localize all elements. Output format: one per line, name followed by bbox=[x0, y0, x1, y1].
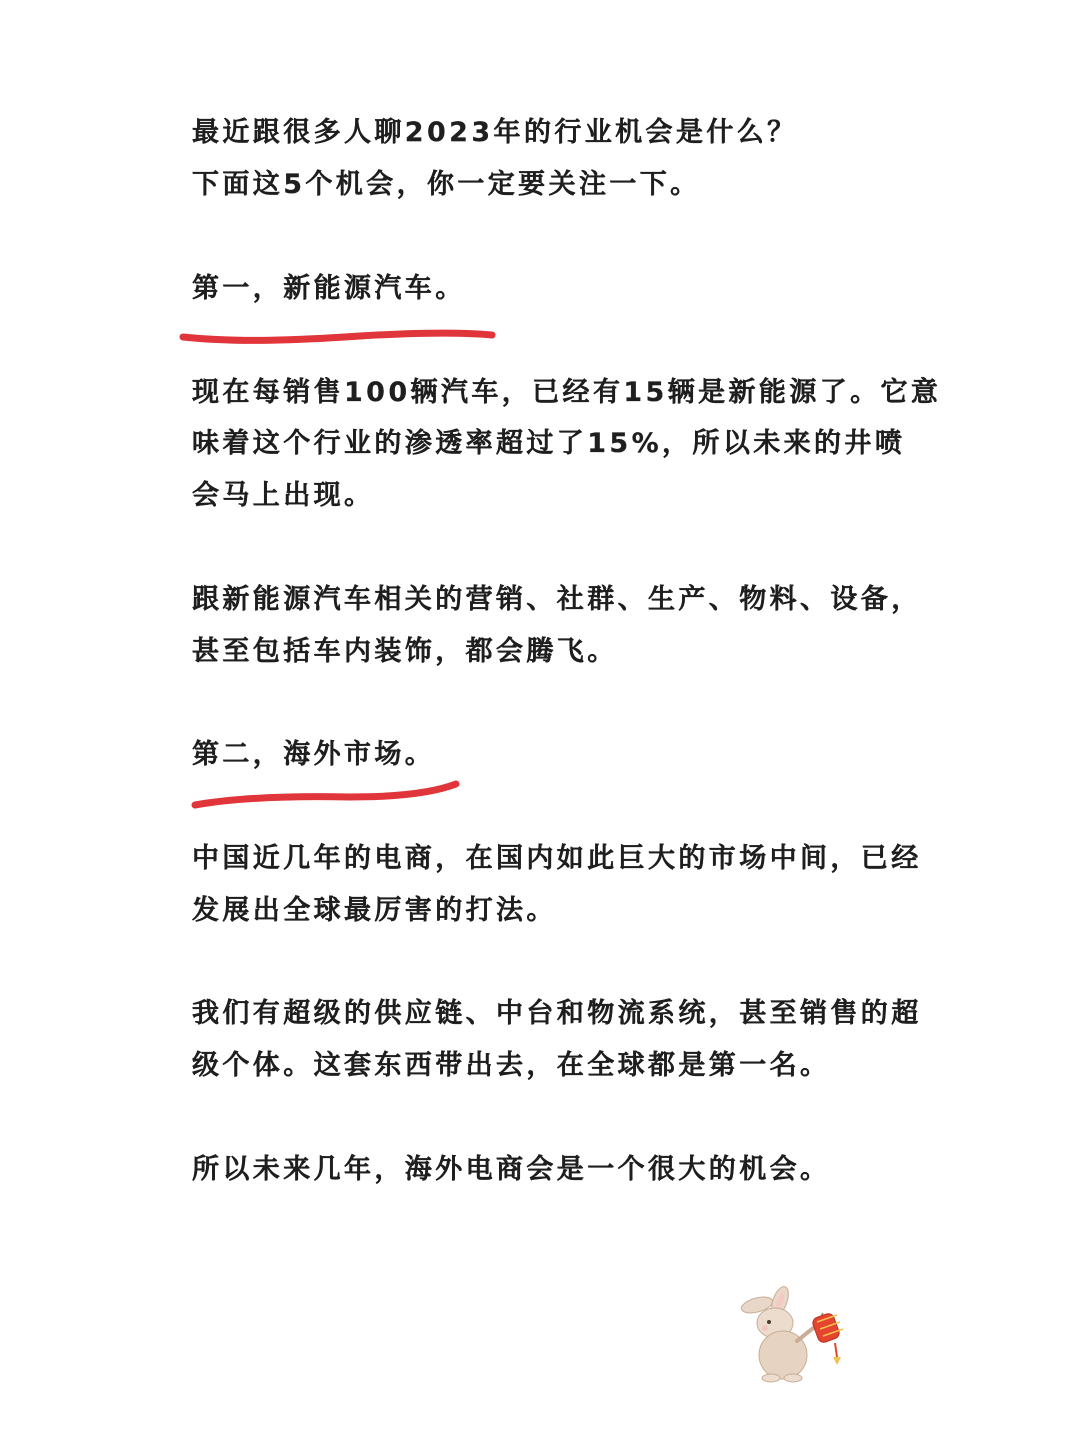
section-2-para-1-line-2: 发展出全球最厉害的打法。 bbox=[192, 895, 557, 926]
rabbit-lantern-icon bbox=[735, 1285, 865, 1385]
section-2-para-3-line-1: 所以未来几年，海外电商会是一个很大的机会。 bbox=[192, 1154, 831, 1185]
section-1-para-2-line-2: 甚至包括车内装饰，都会腾飞。 bbox=[192, 636, 618, 667]
section-1-para-1-line-1: 现在每销售100辆汽车，已经有15辆是新能源了。它意 bbox=[192, 377, 942, 408]
section-1-para-1-line-2: 味着这个行业的渗透率超过了15%，所以未来的井喷 bbox=[192, 428, 906, 459]
section-2-para-1-line-1: 中国近几年的电商，在国内如此巨大的市场中间，已经 bbox=[192, 843, 922, 874]
section-2-heading: 第二，海外市场。 bbox=[192, 739, 436, 770]
section-1-heading: 第一，新能源汽车。 bbox=[192, 273, 466, 304]
intro-line-2: 下面这5个机会，你一定要关注一下。 bbox=[192, 169, 701, 200]
section-1-para-2-line-1: 跟新能源汽车相关的营销、社群、生产、物料、设备， bbox=[192, 584, 922, 615]
section-1-para-1-line-3: 会马上出现。 bbox=[192, 480, 375, 511]
intro-line-1: 最近跟很多人聊2023年的行业机会是什么？ bbox=[192, 117, 798, 148]
section-2-para-2-line-2: 级个体。这套东西带出去，在全球都是第一名。 bbox=[192, 1050, 831, 1081]
section-2-para-2-line-1: 我们有超级的供应链、中台和物流系统，甚至销售的超 bbox=[192, 998, 922, 1029]
